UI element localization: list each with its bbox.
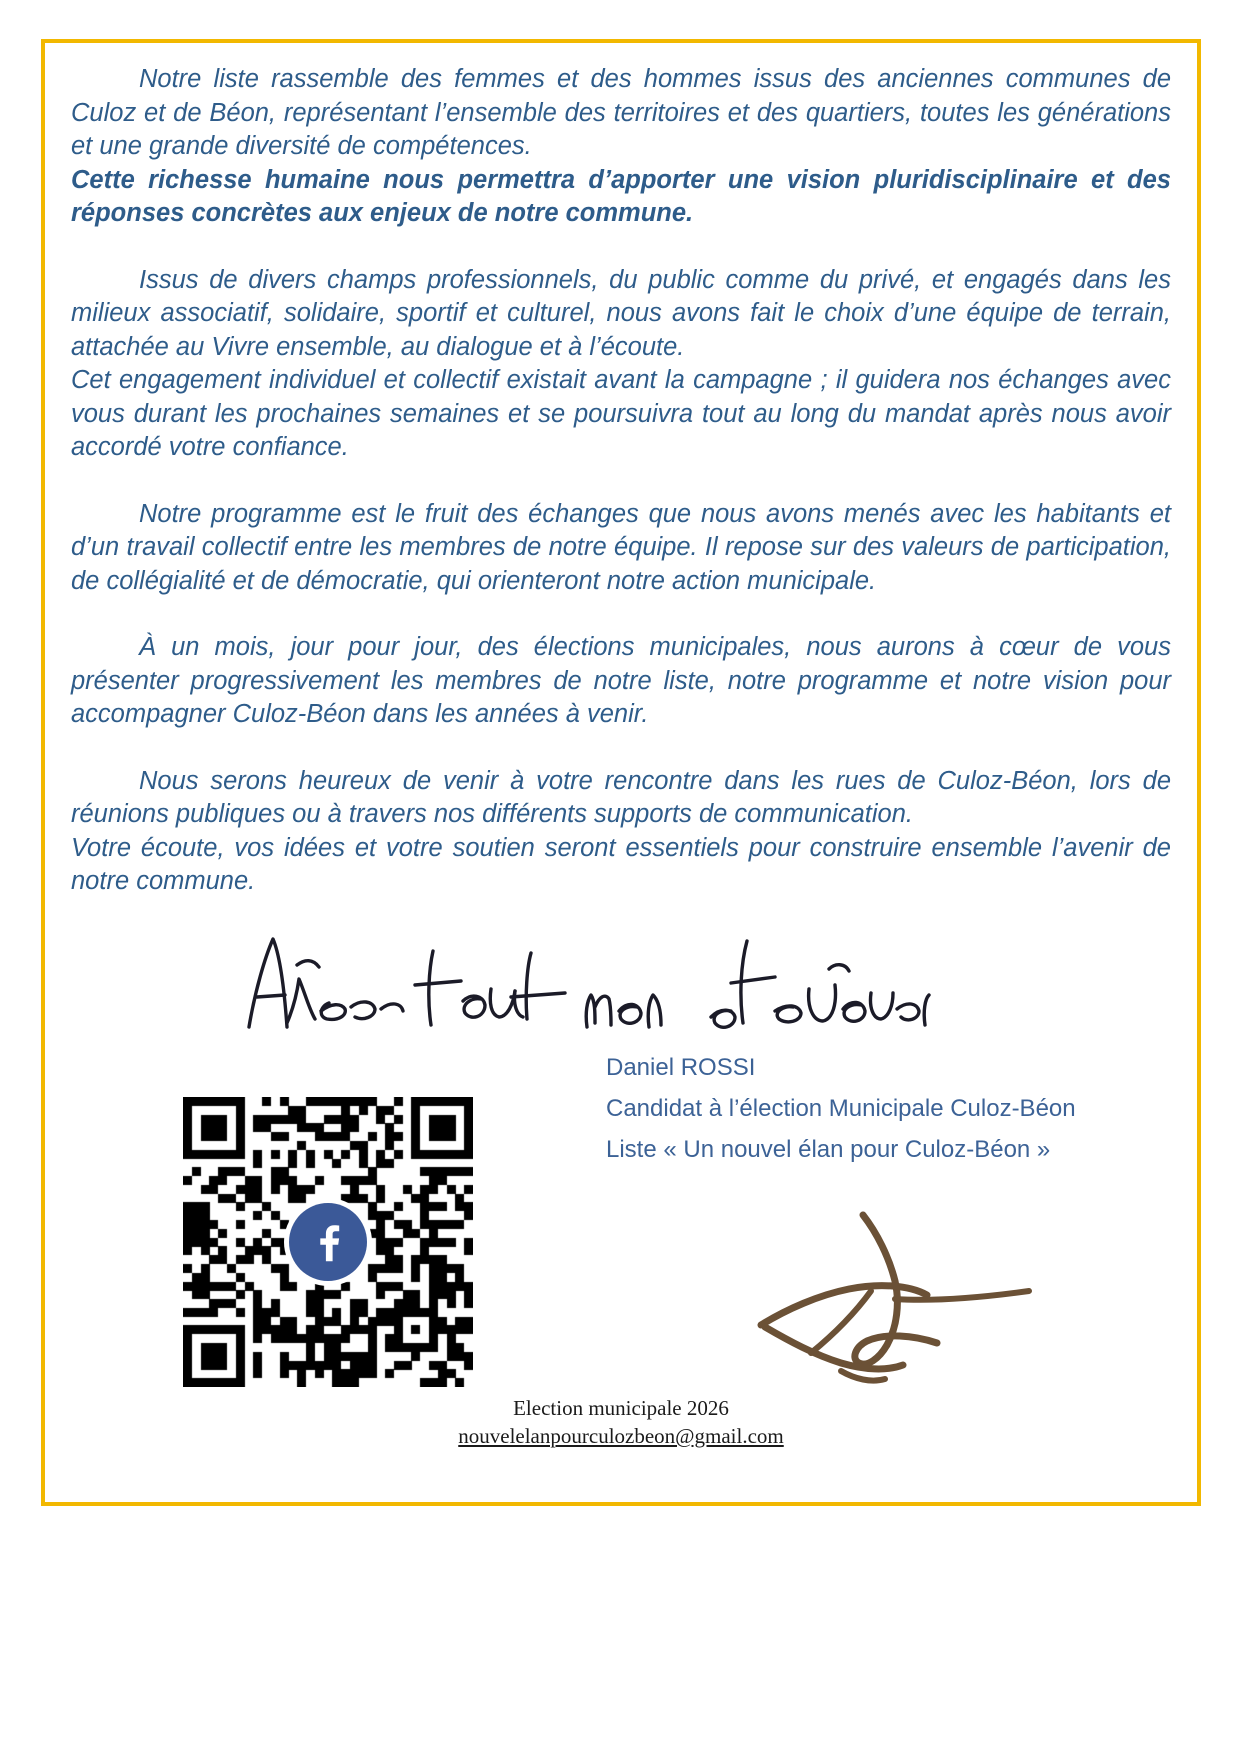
- paragraph-1: Notre liste rassemble des femmes et des hommes issus des anciennes communes de Culoz et de Béon, représentant l’ensemble des territoires et des quartiers, toutes les générations et une grande diversité de compétences.: [71, 65, 1171, 160]
- paragraph-5b: Votre écoute, vos idées et votre soutien seront essentiels pour construire ensemble l’avenir de notre commune.: [71, 833, 1171, 895]
- paragraph-group-1: [71, 63, 1171, 231]
- spacer: [71, 732, 1171, 765]
- paragraph-group-5: [71, 765, 1171, 899]
- paragraph-5: Nous serons heureux de venir à votre rencontre dans les rues de Culoz-Béon, lors de réunions publiques ou à travers nos différents supports de communication.: [71, 766, 1171, 828]
- document-body: [71, 63, 1171, 899]
- paragraph-2: Issus de divers champs professionnels, du public comme du privé, et engagés dans les milieux associatif, solidaire, sportif et culturel, nous avons fait le choix d’une équipe de terrain, attachée au Vivre ensemble, au dialogue et à l’écoute.: [71, 265, 1171, 361]
- paragraph-group-2: [71, 264, 1171, 465]
- footer-email-link[interactable]: nouvelelanpourculozbeon@gmail.com: [458, 1424, 784, 1448]
- paragraph-2b: Cet engagement individuel et collectif existait avant la campagne ; il guidera nos échanges avec vous durant les prochaines semaines et se poursuivra tout au long du mandat après nous avoir accordé votre confiance.: [71, 366, 1171, 461]
- spacer: [71, 231, 1171, 264]
- paragraph-group-4: [71, 631, 1171, 732]
- facebook-icon: [289, 1203, 367, 1281]
- handwritten-closing: [235, 923, 935, 1033]
- paragraph-4: À un mois, jour pour jour, des élections municipales, nous aurons à cœur de vous présenter progressivement les membres de notre liste, notre programme et notre vision pour accompagner Culoz-Béon dans les années à venir.: [71, 633, 1171, 728]
- handwritten-signature: [745, 1203, 1055, 1393]
- footer: [0, 1394, 1242, 1450]
- paragraph-1-bold: Cette richesse humaine nous permettra d’apporter une vision pluridisciplinaire et des réponses concrètes aux enjeux de notre commune.: [71, 165, 1171, 227]
- candidate-role: Candidat à l’élection Municipale Culoz-Béon: [606, 1095, 1076, 1122]
- candidate-name: Daniel ROSSI: [606, 1054, 756, 1081]
- spacer: [71, 465, 1171, 498]
- spacer: [71, 598, 1171, 631]
- paragraph-3: Notre programme est le fruit des échanges que nous avons menés avec les habitants et d’un travail collectif entre les membres de notre équipe. Il repose sur des valeurs de participation, de collégialité et de démocratie, qui orienteront notre action municipale.: [71, 499, 1171, 595]
- signature-text-block: [606, 1047, 1076, 1170]
- document-page: [41, 39, 1201, 1506]
- qr-code[interactable]: [183, 1097, 473, 1387]
- paragraph-group-3: [71, 498, 1171, 599]
- footer-line-1: Election municipale 2026: [513, 1396, 729, 1420]
- candidate-list: Liste « Un nouvel élan pour Culoz-Béon »: [606, 1136, 1051, 1163]
